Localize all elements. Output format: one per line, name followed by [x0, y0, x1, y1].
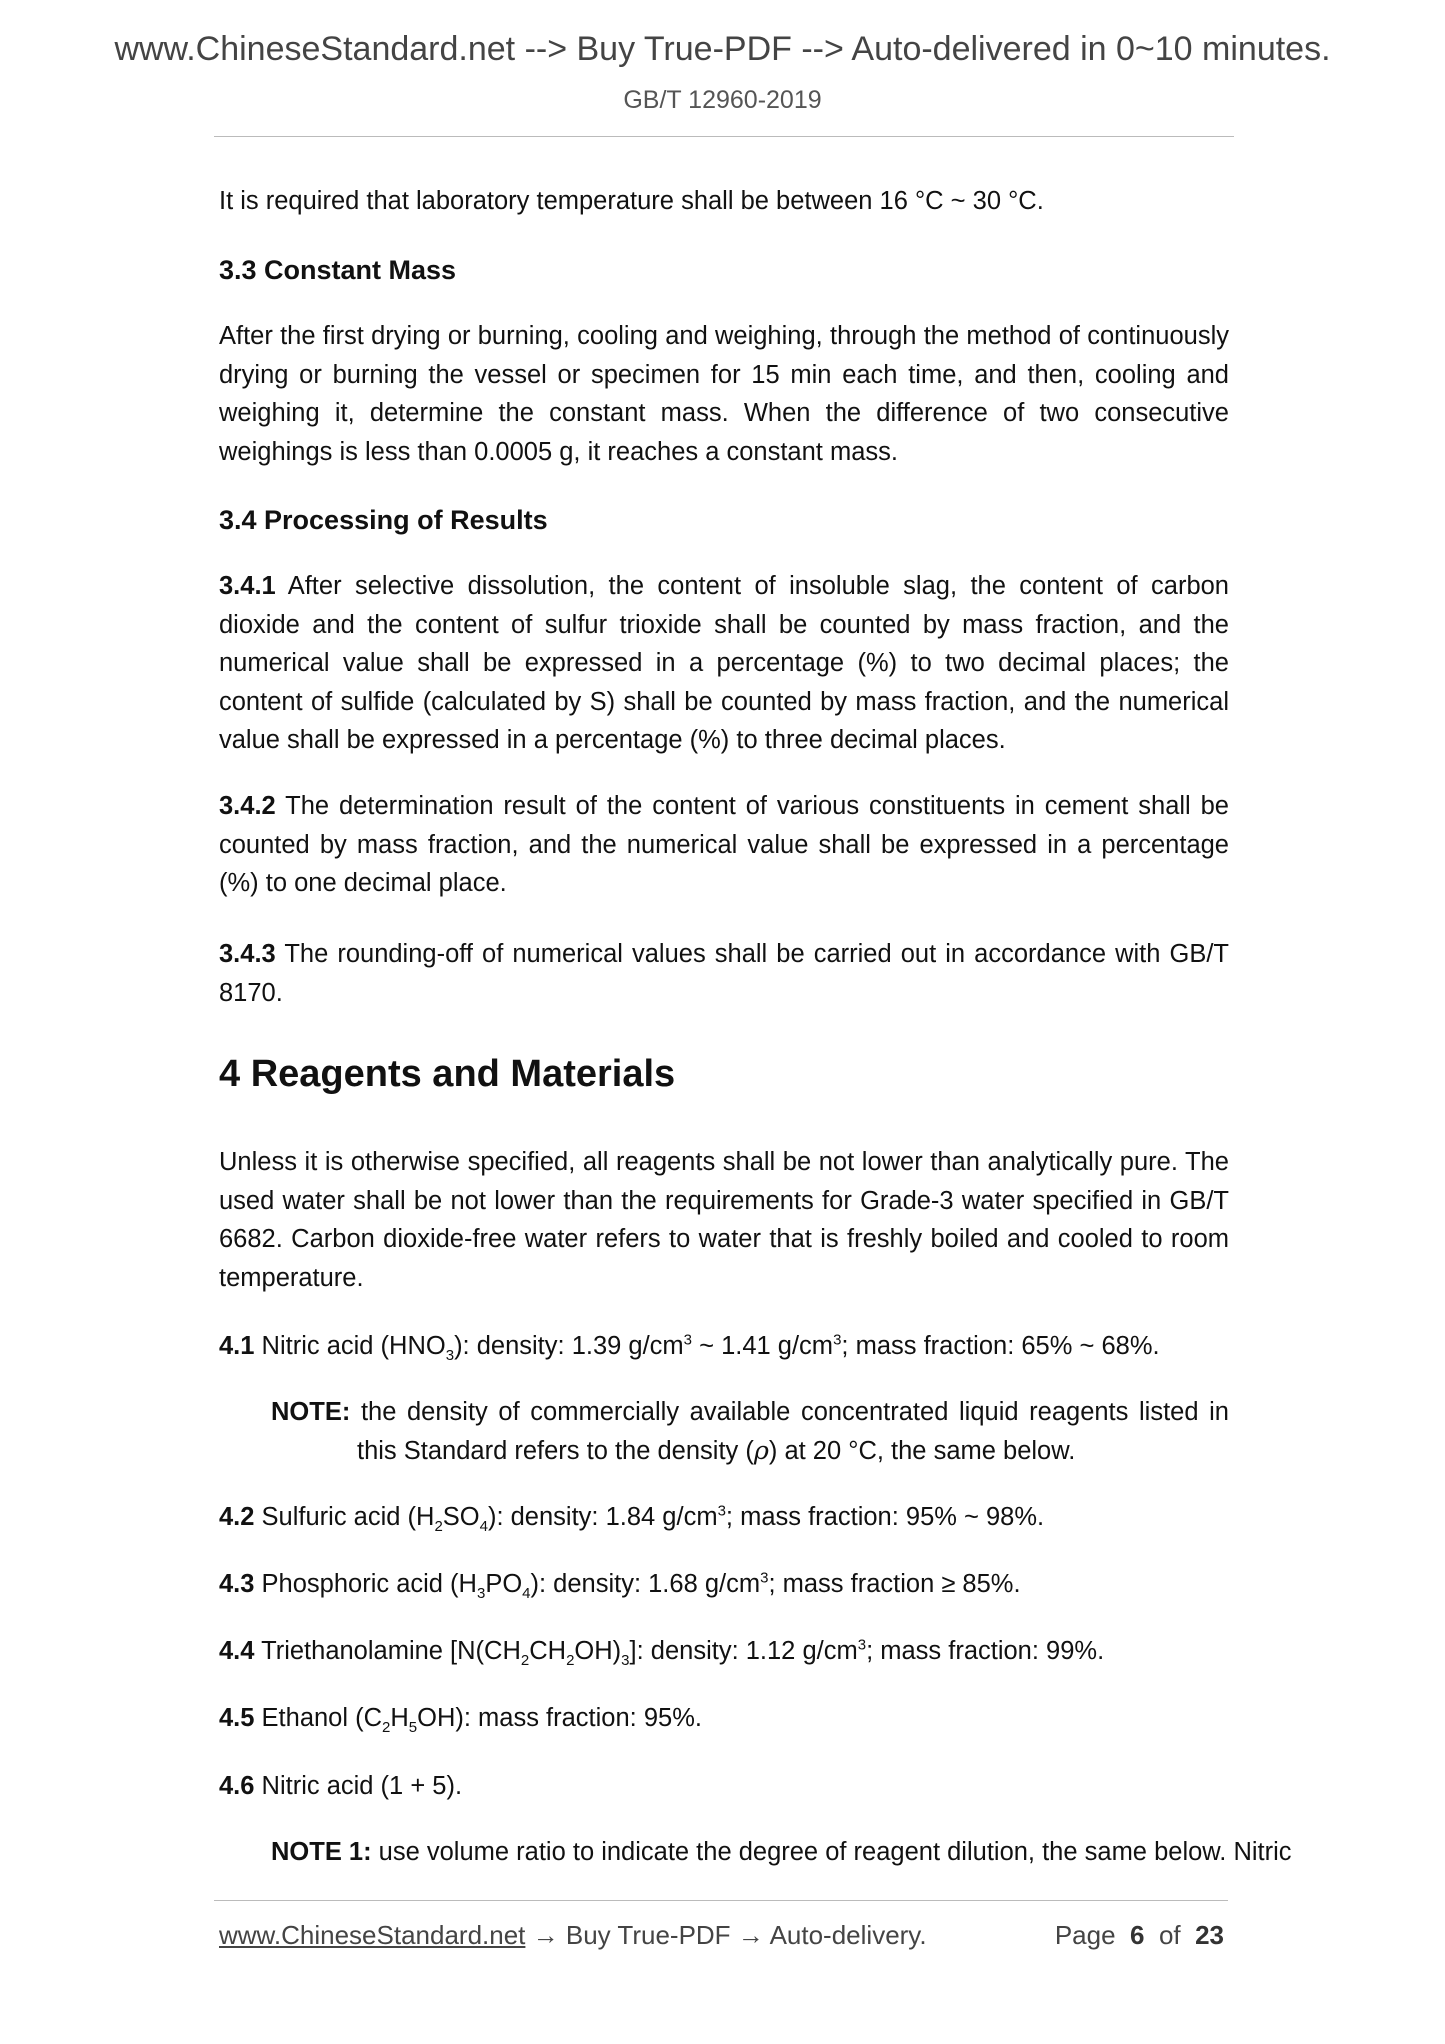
temperature-requirement: It is required that laboratory temperature shall be between 16 °C ~ 30 °C.: [219, 187, 1044, 215]
note-1-4-6: NOTE 1: use volume ratio to indicate the degree of reagent dilution, the same below. Nitric: [271, 1838, 1292, 1866]
footer-text: → Buy True-PDF → Auto-delivery.: [525, 1920, 927, 1950]
footer-divider: [214, 1900, 1228, 1901]
page-total: 23: [1195, 1920, 1224, 1950]
clause-4-4: 4.4 Triethanolamine $[N(CH_2CH_2OH)_3]$: density: 1.12 $g/cm^3$; mass fraction: 99%.: [219, 1636, 1105, 1670]
site-banner: www.ChineseStandard.net --> Buy True-PDF --> Auto-delivered in 0~10 minutes.: [114, 30, 1331, 68]
clause-4-6: 4.6 Nitric acid (1 + 5).: [219, 1772, 463, 1800]
paragraph-4: Unless it is otherwise specified, all reagents shall be not lower than analytically pure. The used water shall be not lower than the requirements for Grade-3 water specified in GB/T 6682. Carbon dioxide-free water refers to water that is freshly boiled and cooled to room temperature.: [219, 1148, 1229, 1292]
clause-3-4-3: 3.4.3 The rounding-off of numerical values shall be carried out in accordance with GB/T 8170.: [219, 940, 1229, 1007]
page-footer: [219, 1920, 1224, 1951]
note-4-1: NOTE: the density of commercially available concentrated liquid reagents listed in this Standard refers to the density (ρ) at 20 °C, the same below.: [271, 1398, 1229, 1466]
header-divider: [214, 136, 1234, 137]
heading-4: 4 Reagents and Materials: [219, 1053, 676, 1095]
clause-3-4-2: 3.4.2 The determination result of the content of various constituents in cement shall be counted by mass fraction, and the numerical value shall be expressed in a percentage (%) to one decimal place.: [219, 792, 1229, 897]
heading-3-4: 3.4 Processing of Results: [219, 505, 548, 535]
clause-3-4-1: 3.4.1 After selective dissolution, the content of insoluble slag, the content of carbon dioxide and the content of sulfur trioxide shall be counted by mass fraction, and the numerical value shall be expressed in a percentage (%) to two decimal places; the content of sulfide (calculated by S) shall be counted by mass fraction, and the numerical value shall be expressed in a percentage (%) to three decimal places.: [219, 572, 1229, 754]
clause-4-2: 4.2 Sulfuric acid $(H_2SO_4)$: density: 1.84 $g/cm^3$; mass fraction: 95% ~ 98%.: [219, 1502, 1045, 1536]
page-number: 6: [1130, 1920, 1145, 1950]
clause-4-1: 4.1 Nitric acid $(HNO_3)$: density: 1.39 $g/cm^3$ ~ 1.41 $g/cm^3$; mass fraction: 65% ~ 68%.: [219, 1331, 1160, 1365]
document-code: GB/T 12960-2019: [623, 86, 822, 114]
paragraph-3-3: After the first drying or burning, cooling and weighing, through the method of continuously drying or burning the vessel or specimen for 15 min each time, and then, cooling and weighing it, determine the constant mass. When the difference of two consecutive weighings is less than 0.0005 g, it reaches a constant mass.: [219, 322, 1229, 466]
clause-4-5: 4.5 Ethanol $(C_2H_5OH)$: mass fraction: 95%.: [219, 1704, 702, 1737]
footer-site-link[interactable]: www.ChineseStandard.net: [219, 1920, 526, 1950]
clause-4-3: 4.3 Phosphoric acid $(H_3PO_4)$: density: 1.68 $g/cm^3$; mass fraction ≥ 85%.: [219, 1569, 1021, 1603]
page-indicator: Page 6 of 23: [1054, 1920, 1224, 1950]
heading-3-3: 3.3 Constant Mass: [219, 255, 457, 285]
